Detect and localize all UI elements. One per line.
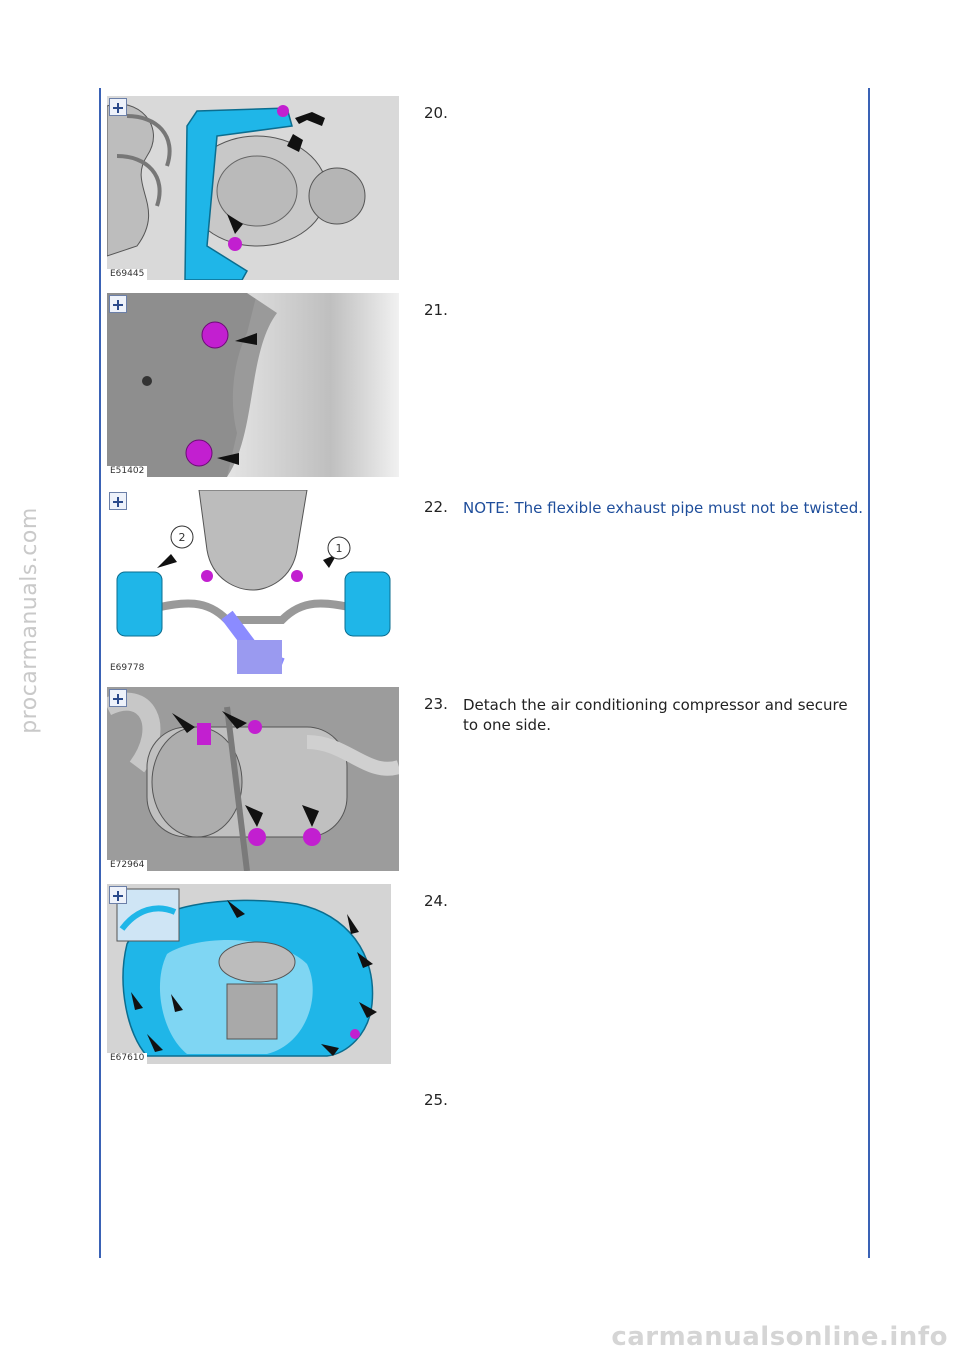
- exhaust-manifold-heatshield-illustration: [107, 96, 399, 280]
- step-21: [107, 293, 867, 483]
- step-22: [107, 490, 867, 680]
- zoom-icon[interactable]: [109, 689, 127, 707]
- step-number: 25.: [424, 1091, 448, 1109]
- figure-code: E69778: [107, 663, 147, 674]
- step-note-text: NOTE: The flexible exhaust pipe must not be twisted.: [463, 499, 863, 517]
- figure-e67610[interactable]: [107, 884, 391, 1064]
- figure-code: E72964: [107, 860, 147, 871]
- heatshield-bolts-illustration: [107, 293, 399, 477]
- step-number: 22.: [424, 498, 448, 516]
- step-number: 20.: [424, 104, 448, 122]
- figure-code: E67610: [107, 1053, 147, 1064]
- step-25: [107, 1083, 867, 1143]
- left-margin-rule: [99, 88, 101, 1258]
- step-24: [107, 884, 867, 1074]
- figure-code: E69445: [107, 269, 147, 280]
- zoom-icon[interactable]: [109, 98, 127, 116]
- side-watermark-text: procarmanuals.com: [16, 506, 42, 734]
- bottom-watermark: carmanualsonline.info: [611, 1322, 948, 1352]
- callout-2: 2: [178, 531, 186, 544]
- ac-compressor-illustration: [107, 687, 399, 871]
- callout-1: 1: [335, 542, 343, 555]
- figure-code: E51402: [107, 466, 147, 477]
- step-text: Detach the air conditioning compressor and secure to one side.: [463, 696, 848, 734]
- figure-e72964[interactable]: [107, 687, 399, 871]
- figure-e51402[interactable]: [107, 293, 399, 477]
- flexible-exhaust-pipe-illustration: [107, 490, 399, 674]
- zoom-icon[interactable]: [109, 295, 127, 313]
- wheel-arch-liner-illustration: [107, 884, 391, 1064]
- step-23: [107, 687, 867, 877]
- side-watermark: [12, 460, 46, 780]
- step-20: [107, 96, 867, 286]
- step-number: 21.: [424, 301, 448, 319]
- step-number: 24.: [424, 892, 448, 910]
- figure-e69445[interactable]: [107, 96, 399, 280]
- figure-e69778[interactable]: [107, 490, 399, 674]
- step-number: 23.: [424, 695, 448, 713]
- zoom-icon[interactable]: [109, 492, 127, 510]
- zoom-icon[interactable]: [109, 886, 127, 904]
- right-margin-rule: [868, 88, 870, 1258]
